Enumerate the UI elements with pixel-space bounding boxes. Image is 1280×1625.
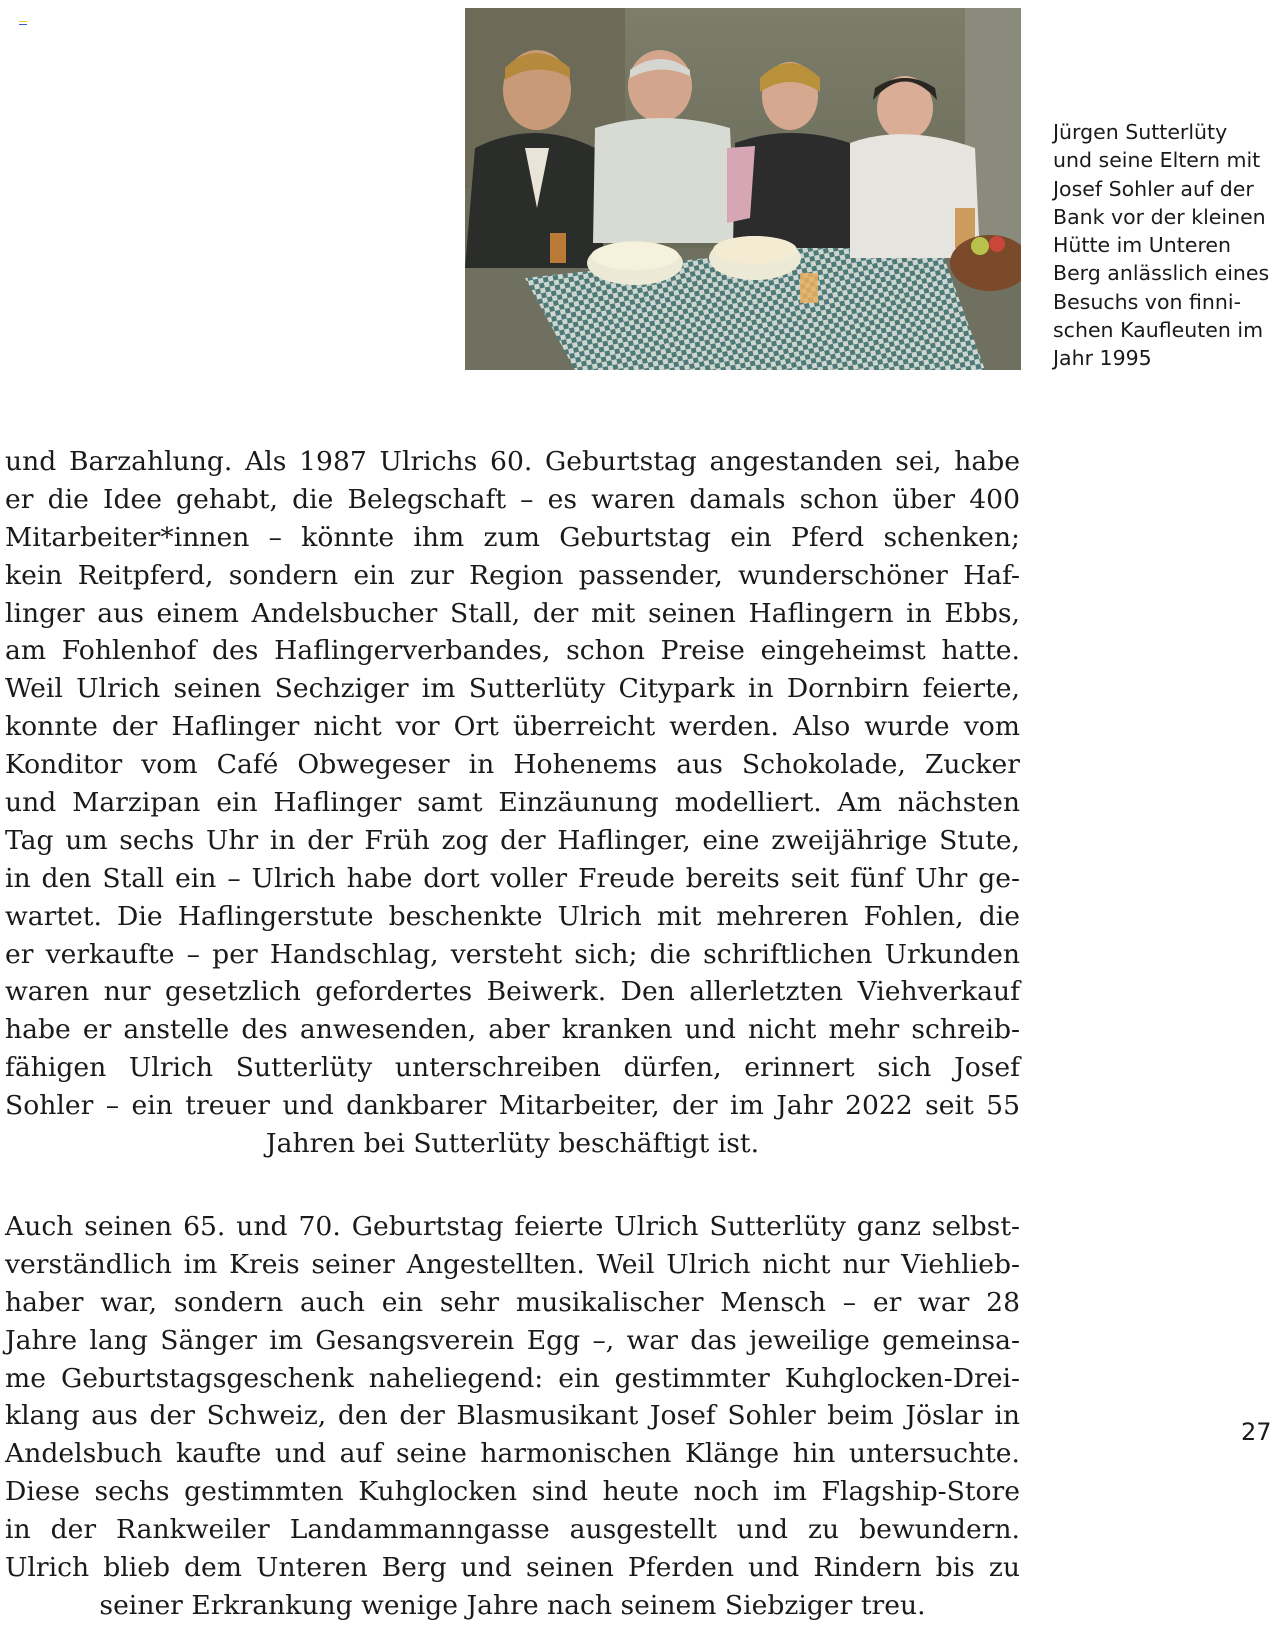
paragraph-2 [5, 1208, 1020, 1625]
text-line: Auch seinen 65. und 70. Geburtstag feierte Ulrich Sutterlüty ganz selbst- [5, 1211, 1020, 1242]
caption-line: und seine Eltern mit [1053, 148, 1261, 173]
text-line: Mitarbeiter*innen – könnte ihm zum Geburtstag ein Pferd schenken; [5, 521, 1020, 553]
text-line: Diese sechs gestimmten Kuhglocken sind heute noch im Flagship-Store [5, 1476, 1020, 1508]
text-line: fähigen Ulrich Sutterlüty unterschreiben dürfen, erinnert sich Josef [5, 1052, 1020, 1084]
caption-line: Bank vor der kleinen [1053, 204, 1266, 229]
photo [465, 8, 1021, 370]
corner-mark [19, 21, 27, 26]
text-line: Jahren bei Sutterlüty beschäftigt ist. [265, 1128, 760, 1160]
text-line: seiner Erkrankung wenige Jahre nach seinem Siebziger treu. [99, 1589, 926, 1621]
text-line: in den Stall ein – Ulrich habe dort voller Freude bereits seit fünf Uhr ge- [5, 862, 1020, 894]
text-line: am Fohlenhof des Haflingerverbandes, schon Preise eingeheimst hatte. [5, 635, 1020, 667]
text-line: klang aus der Schweiz, den der Blasmusikant Josef Sohler beim Jöslar in [5, 1400, 1020, 1432]
text-line: habe er anstelle des anwesenden, aber kranken und nicht mehr schreib- [5, 1014, 1020, 1046]
text-line: und Marzipan ein Haflinger samt Einzäunung modelliert. Am nächsten [5, 787, 1020, 819]
caption-line: Jahr 1995 [1053, 346, 1152, 371]
text-line: konnte der Haflinger nicht vor Ort überreicht werden. Also wurde vom [5, 711, 1020, 743]
caption-line: Besuchs von finni- [1053, 289, 1241, 314]
text-line: Jahre lang Sänger im Gesangsverein Egg –, war das jeweilige gemeinsa- [5, 1324, 1020, 1356]
photo-caption [1053, 118, 1278, 373]
text-line: haber war, sondern auch ein sehr musikalischer Mensch – er war 28 [5, 1286, 1020, 1318]
text-line: kein Reitpferd, sondern ein zur Region passender, wunderschöner Haf- [5, 559, 1020, 591]
caption-line: schen Kaufleuten im [1053, 318, 1264, 343]
caption-line: Berg anlässlich eines [1053, 261, 1270, 286]
text-line: linger aus einem Andelsbucher Stall, der mit seinen Haflingern in Ebbs, [5, 597, 1020, 629]
text-line: Ulrich blieb dem Unteren Berg und seinen Pferden und Rindern bis zu [5, 1552, 1020, 1584]
text-line: Konditor vom Café Obwegeser in Hohenems aus Schokolade, Zucker [5, 749, 1020, 781]
caption-line: Josef Sohler auf der [1053, 176, 1254, 201]
text-line: verständlich im Kreis seiner Angestellten. Weil Ulrich nicht nur Viehlieb- [5, 1248, 1020, 1280]
text-line: Andelsbuch kaufte und auf seine harmonischen Klänge hin untersuchte. [5, 1438, 1020, 1470]
text-line: Sohler – ein treuer und dankbarer Mitarbeiter, der im Jahr 2022 seit 55 [5, 1090, 1020, 1122]
paragraph-1 [5, 443, 1020, 1163]
caption-line: Jürgen Sutterlüty [1053, 120, 1228, 144]
text-line: Weil Ulrich seinen Sechziger im Sutterlüty Citypark in Dornbirn feierte, [5, 673, 1020, 705]
text-line: in der Rankweiler Landammanngasse ausgestellt und zu bewundern. [5, 1514, 1020, 1546]
text-line: waren nur gesetzlich gefordertes Beiwerk. Den allerletzten Viehverkauf [5, 976, 1020, 1008]
page-number: 27 [1241, 1418, 1272, 1446]
text-line: wartet. Die Haflingerstute beschenkte Ulrich mit mehreren Fohlen, die [5, 900, 1020, 932]
text-line: Tag um sechs Uhr in der Früh zog der Haflinger, eine zweijährige Stute, [5, 824, 1020, 856]
text-line: me Geburtstagsgeschenk naheliegend: ein gestimmter Kuhglocken-Drei- [5, 1362, 1020, 1394]
text-line: er verkaufte – per Handschlag, versteht sich; die schriftlichen Urkunden [5, 938, 1020, 970]
caption-line: Hütte im Unteren [1053, 233, 1232, 258]
text-line: und Barzahlung. Als 1987 Ulrichs 60. Geburtstag angestanden sei, habe [5, 446, 1020, 477]
text-line: er die Idee gehabt, die Belegschaft – es waren damals schon über 400 [5, 483, 1020, 515]
